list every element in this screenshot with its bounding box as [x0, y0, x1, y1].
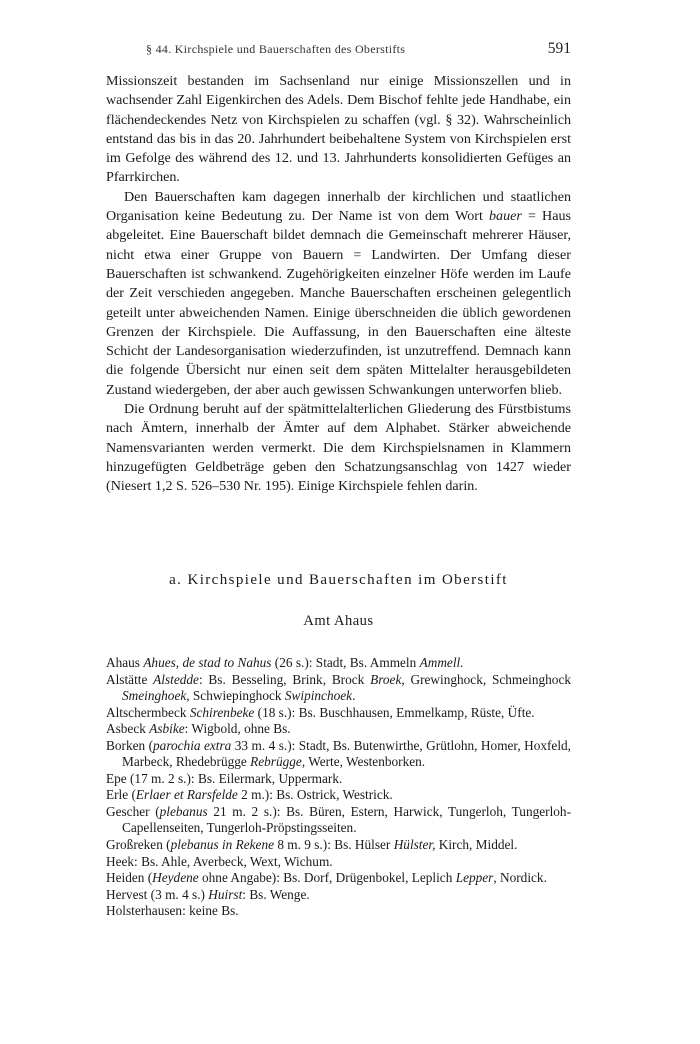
parish-entry — [106, 738, 571, 771]
section-heading: a. Kirchspiele und Bauerschaften im Oberstift — [169, 572, 508, 588]
entry-text: : Bs. Besseling, Brink, Brock — [198, 671, 371, 687]
entry-variant-name: Hülster, — [393, 837, 436, 853]
entry-variant-name: parochia extra — [153, 737, 232, 753]
entry-text: ohne Angabe): Bs. Dorf, Drügenbokel, Leplich — [198, 870, 456, 886]
entry-variant-name: Swipinchoek — [284, 688, 353, 704]
entry-variant-name: Ammell. — [419, 655, 464, 670]
entry-text: Gescher ( — [106, 803, 160, 819]
entry-text: Kirch, Middel. — [435, 837, 518, 853]
paragraph: Missionszeit bestanden im Sachsenland nur einige Missionszellen und in wachsender Zahl Eigenkirchen des Adels. Dem Bischof fehlte jede Handhabe, ein flächendeckendes Netz von Kirchspielen zu schaffen (vgl. § 32). Wahrscheinlich entstand das bis in das 20. Jahrhundert beibehaltene System von Kirchspielen erst im Gefolge des während des 12. und 13. Jahrhunderts konsolidierten Gefüges an Pfarrkirchen. — [106, 73, 571, 186]
paragraph-text: Den Bauerschaften kam dagegen innerhalb der kirchlichen und staatlichen Organisation keine Bedeutung zu. Der Name ist von dem Wort — [106, 188, 571, 225]
parish-entry — [106, 672, 571, 705]
body-text — [106, 72, 571, 497]
paragraph-text: = Haus abgeleitet. Eine Bauerschaft bildet demnach die Gemeinschaft mehrerer Häuser, nicht etwa einer Gruppe von Bauern = Landwirten. Der Umfang dieser Bauerschaften ist schwankend. Zugehörigkeiten einzelner Höfe werden im Laufe der Zeit verschieden angegeben. Manche Bauerschaften erscheinen gelegentlich geteilt unter abweichenden Namen. Einige überschneiden die üblich gewordenen Grenzen der Kirchspiele. Die Auffassung, in den Bauerschaften eine älteste Schicht der Landesorganisation wiederzufinden, ist unzutreffend. Demnach kann die folgende Übersicht nur einen seit dem späten Mittelalter herausgebildeten Zustand wiedergeben, der aber auch gewissen Schwankungen unterworfen blieb. — [106, 208, 571, 398]
entry-text: Alstätte — [106, 671, 154, 687]
entry-text: Heiden ( — [106, 870, 153, 886]
entry-text: , Grewinghock, Schmeinghock — [401, 671, 572, 687]
parish-entry — [106, 903, 571, 920]
entry-text: 33 m. 4 s.): Stadt, Bs. Butenwirthe, Grütlohn, Homer, Hoxfeld, Marbeck, Rhedebrügge — [122, 737, 571, 770]
entry-text: Großreken ( — [106, 837, 171, 853]
entry-text: , Schwiepinghock — [186, 688, 285, 704]
entry-text: Borken ( — [106, 737, 154, 753]
parish-entry — [106, 721, 571, 738]
entry-text: Holsterhausen: keine Bs. — [106, 903, 239, 919]
entry-text: Erle ( — [106, 787, 136, 803]
entry-text: : Bs. Wenge. — [242, 886, 310, 902]
entry-text: Asbeck — [106, 721, 150, 737]
entry-variant-name: Huirst — [208, 886, 243, 902]
entry-variant-name: Schirenbeke — [189, 704, 255, 720]
page-header — [106, 40, 571, 60]
parish-entry — [106, 705, 571, 722]
entry-variant-name: plebanus in Rekene — [170, 837, 274, 853]
entry-text: Hervest (3 m. 4 s.) — [106, 886, 209, 902]
entry-text: 21 m. 2 s.): Bs. Büren, Estern, Harwick, Tungerloh, Tungerloh-Capellenseiten, Tungerloh-Pröpstingsseiten. — [122, 803, 571, 836]
paragraph: Die Ordnung beruht auf der spätmittelalterlichen Gliederung des Fürstbistums nach Ämtern, innerhalb der Ämter auf dem Alphabet. Stärker abweichende Namensvarianten werden vermerkt. Die dem Kirchspielsnamen in Klammern hinzugefügten Geldbeträge geben den Schatzungsanschlag von 1427 wieder (Niesert 1,2 S. 526–530 Nr. 195). Einige Kirchspiele fehlen darin. — [106, 401, 571, 495]
entry-text: (26 s.): Stadt, Bs. Ammeln — [271, 655, 420, 670]
entry-text: Heek: Bs. Ahle, Averbeck, Wext, Wichum. — [106, 853, 333, 869]
entry-variant-name: Erlaer et Rarsfelde — [135, 787, 238, 803]
entry-text: : Wigbold, ohne Bs. — [184, 721, 291, 737]
entry-variant-name: Ahues, de stad to Nahus — [143, 655, 272, 670]
parish-entry — [106, 837, 571, 854]
entry-variant-name: plebanus — [159, 803, 208, 819]
entry-variant-name: Alstedde — [153, 671, 199, 687]
parish-entry — [106, 854, 571, 871]
entry-variant-name: Heydene — [152, 870, 199, 886]
paragraph — [106, 188, 571, 400]
entry-variant-name: Rebrügge — [250, 754, 302, 770]
entry-variant-name: Asbike — [149, 721, 185, 737]
parish-list — [106, 655, 571, 920]
parish-entry — [106, 655, 571, 672]
parish-entry — [106, 870, 571, 887]
parish-entry — [106, 887, 571, 904]
entry-text: , Werte, Westenborken. — [301, 754, 426, 770]
entry-text: . — [352, 688, 356, 704]
entry-text: Altschermbeck — [106, 704, 190, 720]
paragraph-emphasis: bauer — [489, 208, 522, 225]
entry-text: Epe (17 m. 2 s.): Bs. Eilermark, Uppermark. — [106, 770, 343, 786]
page-number: 591 — [547, 40, 571, 57]
entry-text: 2 m.): Bs. Ostrick, Westrick. — [237, 787, 393, 803]
parish-entry — [106, 771, 571, 788]
subsection-heading: Amt Ahaus — [303, 613, 374, 629]
running-head: § 44. Kirchspiele und Bauerschaften des Oberstifts — [146, 42, 406, 56]
entry-variant-name: Broek — [370, 671, 402, 687]
entry-text: (18 s.): Bs. Buschhausen, Emmelkamp, Rüste, Üfte. — [254, 704, 535, 720]
entry-text: Ahaus — [106, 655, 144, 670]
entry-variant-name: Smeinghoek — [122, 688, 187, 704]
entry-variant-name: Lepper — [455, 870, 494, 886]
parish-entry — [106, 804, 571, 837]
entry-text: 8 m. 9 s.): Bs. Hülser — [274, 837, 394, 853]
entry-text: , Nordick. — [493, 870, 547, 886]
parish-entry — [106, 787, 571, 804]
